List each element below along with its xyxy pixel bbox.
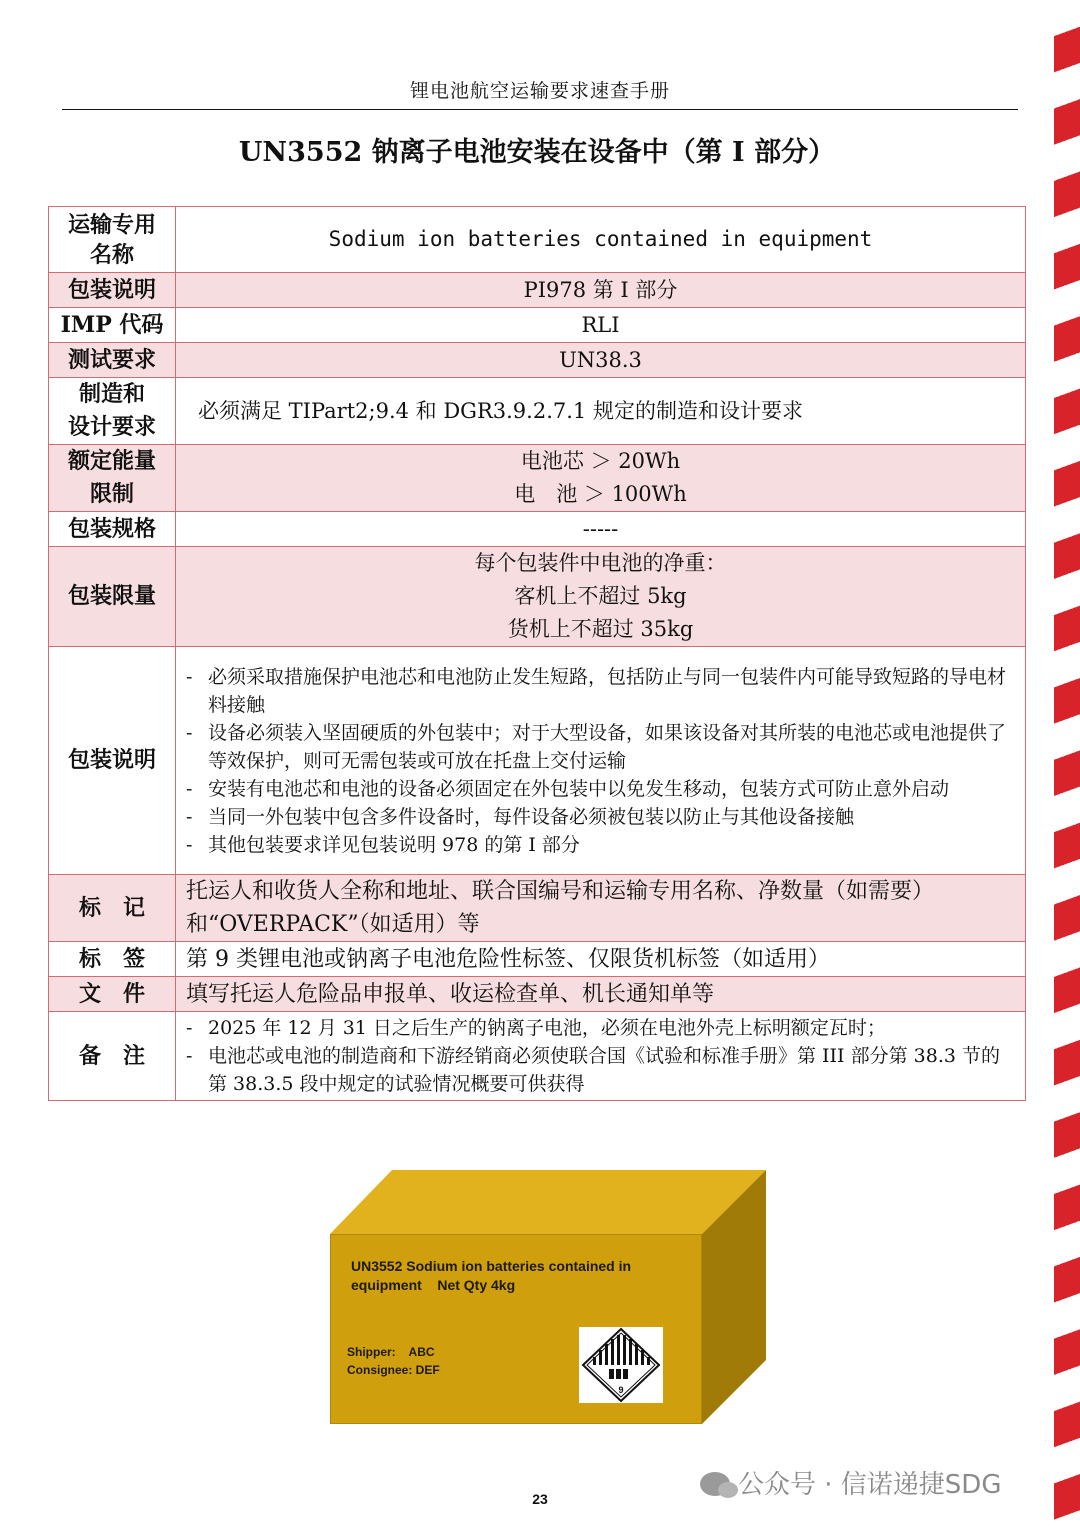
pack-limit-line2: 客机上不超过 5kg <box>514 584 687 608</box>
box-shipper: Shipper: ABC <box>347 1345 435 1359</box>
table-row <box>49 207 1026 273</box>
imp-code-label: IMP 代码 <box>49 308 176 343</box>
hazard-stripe-border <box>1054 0 1080 1527</box>
table-row <box>49 547 1026 647</box>
documents-value: 填写托运人危险品申报单、收运检查单、机长通知单等 <box>176 977 1026 1012</box>
table-row <box>49 875 1026 942</box>
pack-notes-label: 包装说明 <box>49 647 176 875</box>
running-header: 锂电池航空运输要求速查手册 <box>62 76 1018 110</box>
energy-battery-limit: 电 池 ＞ 100Wh <box>514 482 687 506</box>
packing-instruction-label: 包装说明 <box>49 273 176 308</box>
list-item: - 安装有电池芯和电池的设备必须固定在外包装中以免发生移动，包装方式可防止意外启动 <box>184 775 1017 803</box>
remarks-value <box>176 1012 1026 1101</box>
marking-label: 标 记 <box>49 875 176 942</box>
energy-label-line2: 限制 <box>89 481 134 507</box>
hazard-class-number: 9 <box>618 1385 624 1395</box>
pack-spec-label: 包装规格 <box>49 512 176 547</box>
energy-cell-limit: 电池芯 ＞ 20Wh <box>520 449 681 473</box>
table-row <box>49 378 1026 445</box>
class9-hazard-label <box>579 1327 663 1403</box>
box-address <box>347 1343 440 1379</box>
box-mark-line1: UN3552 Sodium ion batteries contained in <box>351 1258 632 1274</box>
list-item: - 2025 年 12 月 31 日之后生产的钠离子电池，必须在电池外壳上标明额定瓦时； <box>184 1014 1017 1042</box>
pack-notes-value <box>176 647 1026 875</box>
table-row <box>49 445 1026 512</box>
labels-label: 标 签 <box>49 942 176 977</box>
packing-instruction-value: PI978 第 I 部分 <box>176 273 1026 308</box>
shipping-name-label <box>49 207 176 273</box>
box-consignee: Consignee: DEF <box>347 1363 440 1377</box>
pack-limit-value <box>176 547 1026 647</box>
energy-limit-label <box>49 445 176 512</box>
page-number: 23 <box>532 1491 548 1507</box>
manufacture-label <box>49 378 176 445</box>
table-row <box>49 512 1026 547</box>
box-front-face <box>330 1234 702 1424</box>
list-item: - 其他包装要求详见包装说明 978 的第 I 部分 <box>184 831 1017 859</box>
shipping-name-label-text: 运输专用名称 <box>67 211 156 268</box>
pack-limit-line3: 货机上不超过 35kg <box>507 617 694 641</box>
pack-limit-label: 包装限量 <box>49 547 176 647</box>
marking-value: 托运人和收货人全称和地址、联合国编号和运输专用名称、净数量（如需要）和“OVERPACK”（如适用）等 <box>176 875 1026 942</box>
list-item: - 设备必须装入坚固硬质的外包装中；对于大型设备，如果该设备对其所装的电池芯或电池提供了等效保护，则可无需包装或可放在托盘上交付运输 <box>184 719 1017 775</box>
test-requirement-label: 测试要求 <box>49 343 176 378</box>
test-requirement-value: UN38.3 <box>176 343 1026 378</box>
manufacture-label-line1: 制造和 <box>78 381 145 407</box>
manufacture-value: 必须满足 TIPart2;9.4 和 DGR3.9.2.7.1 规定的制造和设计要求 <box>176 378 1026 445</box>
box-mark-line2: equipment Net Qty 4kg <box>351 1277 516 1293</box>
list-item: - 必须采取措施保护电池芯和电池防止发生短路，包括防止与同一包装件内可能导致短路的导电材料接触 <box>184 663 1017 719</box>
box-shipping-mark <box>351 1257 691 1295</box>
energy-limit-value <box>176 445 1026 512</box>
manufacture-label-line2: 设计要求 <box>67 414 156 440</box>
table-row <box>49 308 1026 343</box>
labels-value: 第 9 类锂电池或钠离子电池危险性标签、仅限货机标签（如适用） <box>176 942 1026 977</box>
watermark-text: 公众号 · 信诺递捷SDG <box>738 1470 1002 1500</box>
pack-notes-list <box>176 663 1025 859</box>
pack-limit-line1: 每个包装件中电池的净重： <box>474 551 727 575</box>
imp-code-value: RLI <box>176 308 1026 343</box>
wechat-icon <box>700 1472 730 1496</box>
documents-label: 文 件 <box>49 977 176 1012</box>
spec-table <box>48 206 1026 1101</box>
table-row <box>49 647 1026 875</box>
class9-diamond-icon <box>579 1327 663 1403</box>
remarks-label: 备 注 <box>49 1012 176 1101</box>
table-row <box>49 273 1026 308</box>
list-item: - 当同一外包装中包含多件设备时，每件设备必须被包装以防止与其他设备接触 <box>184 803 1017 831</box>
table-row <box>49 942 1026 977</box>
package-illustration <box>330 1170 766 1428</box>
table-row <box>49 977 1026 1012</box>
energy-label-line1: 额定能量 <box>67 448 156 474</box>
remarks-list <box>176 1014 1025 1098</box>
box-top-face <box>330 1170 766 1234</box>
page-title: UN3552 钠离子电池安装在设备中（第 I 部分） <box>238 137 836 168</box>
shipping-name-value: Sodium ion batteries contained in equipment <box>176 207 1026 273</box>
table-row <box>49 343 1026 378</box>
pack-spec-value: ----- <box>176 512 1026 547</box>
table-row <box>49 1012 1026 1101</box>
watermark <box>700 1464 1001 1501</box>
list-item: - 电池芯或电池的制造商和下游经销商必须使联合国《试验和标准手册》第 III 部分第 38.3 节的第 38.3.5 段中规定的试验情况概要可供获得 <box>184 1042 1017 1098</box>
